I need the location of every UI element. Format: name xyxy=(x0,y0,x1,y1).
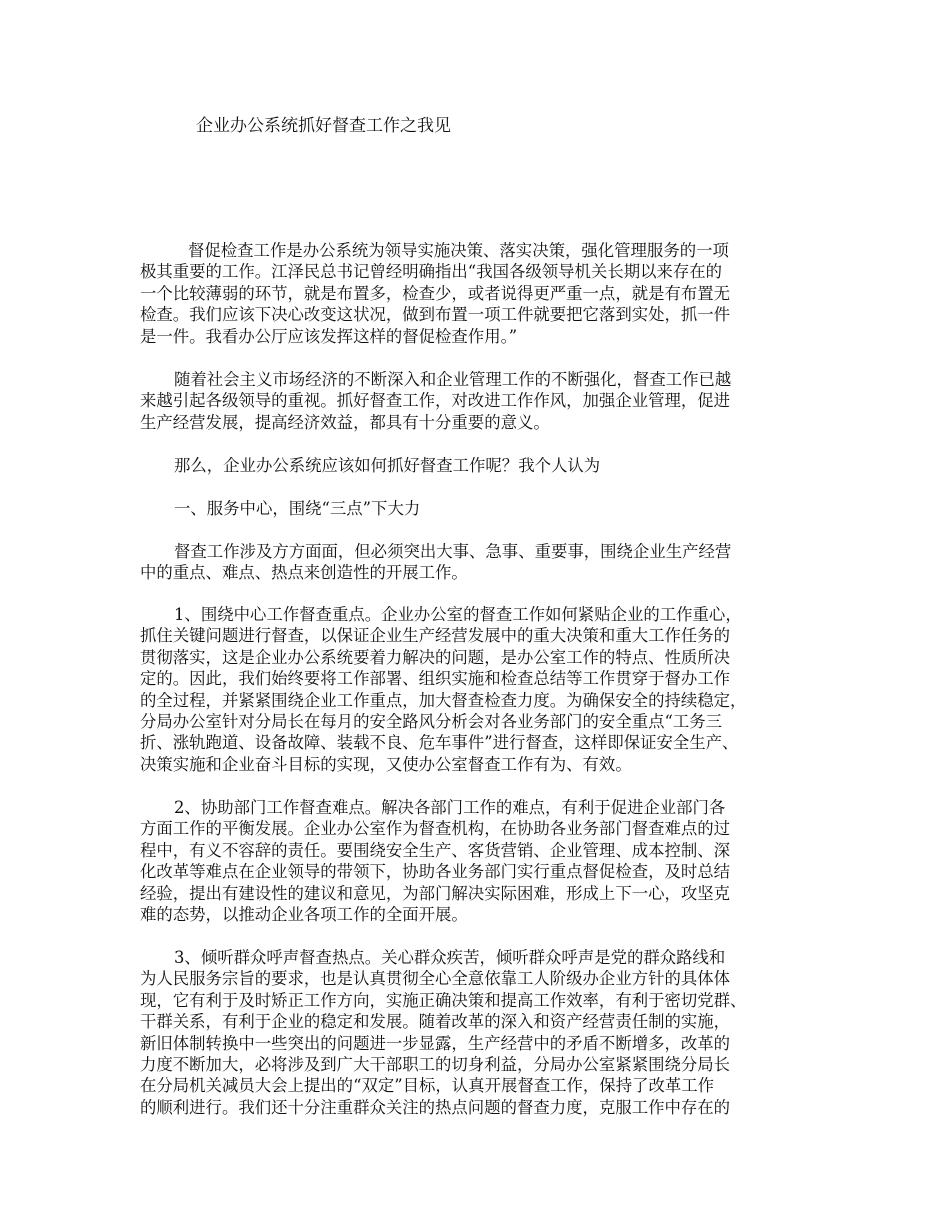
paragraph-line: 1、围绕中心工作督查重点。企业办公室的督查工作如何紧贴企业的工作重心， xyxy=(174,605,742,624)
paragraph-line: 督促检查工作是办公系统为领导实施决策、落实决策，强化管理服务的一项 xyxy=(188,241,729,260)
paragraph-line: 方面工作的平衡发展。企业办公室作为督查机构，在协助各业务部门督查难点的过 xyxy=(140,819,731,839)
paragraph-line: 的顺利进行。我们还十分注重群众关注的热点问题的督查力度，克服工作中存在的 xyxy=(140,1097,731,1117)
paragraph-line: 在分局机关减员大会上提出的“双定”目标，认真开展督查工作，保持了改革工作 xyxy=(140,1076,715,1096)
paragraph-line: 2、协助部门工作督查难点。解决各部门工作的难点，有利于促进企业部门各 xyxy=(174,798,726,817)
paragraph-line: 力度不断加大，必将涉及到广大干部职工的切身利益，分局办公室紧紧围绕分局长 xyxy=(140,1055,731,1075)
paragraph-2 xyxy=(140,369,820,433)
paragraph-8 xyxy=(140,947,820,1118)
paragraph-line: 为人民服务宗旨的要求，也是认真贯彻全心全意依靠工人阶级办企业方针的具体体 xyxy=(140,969,731,989)
paragraph-line: 随着社会主义市场经济的不断深入和企业管理工作的不断强化，督查工作已越 xyxy=(174,370,732,389)
paragraph-7 xyxy=(140,797,820,925)
paragraph-line: 生产经营发展，提高经济效益，都具有十分重要的意义。 xyxy=(140,412,550,432)
paragraph-line: 新旧体制转换中一些突出的问题进一步显露，生产经营中的矛盾不断增多，改革的 xyxy=(140,1033,731,1053)
paragraph-5 xyxy=(140,541,820,584)
paragraph-3 xyxy=(140,455,820,476)
paragraph-6 xyxy=(140,604,820,775)
paragraph-line: 化改革等难点在企业领导的带领下，协助各业务部门实行重点督促检查，及时总结 xyxy=(140,862,731,882)
document-title: 企业办公系统抓好督查工作之我见 xyxy=(196,116,451,136)
section-heading-text: 一、服务中心，围绕“三点”下大力 xyxy=(174,499,421,518)
paragraph-line: 现，它有利于及时矫正工作方向，实施正确决策和提高工作效率，有利于密切党群、 xyxy=(140,990,747,1010)
paragraph-line: 折、涨轨跑道、设备故障、装载不良、危车事件”进行督查，这样即保证安全生产、 xyxy=(140,733,739,753)
paragraph-line: 一个比较薄弱的环节，就是布置多，检查少，或者说得更严重一点，就是有布置无 xyxy=(140,283,731,303)
paragraph-line: 极其重要的工作。江泽民总书记曾经明确指出“我国各级领导机关长期以来存在的 xyxy=(140,262,723,282)
paragraph-line: 中的重点、难点、热点来创造性的开展工作。 xyxy=(140,563,468,583)
paragraph-line: 督查工作涉及方方面面，但必须突出大事、急事、重要事，围绕企业生产经营 xyxy=(174,542,732,561)
paragraph-line: 难的态势，以推动企业各项工作的全面开展。 xyxy=(140,905,468,925)
paragraph-line: 干群关系，有利于企业的稳定和发展。随着改革的深入和资产经营责任制的实施， xyxy=(140,1012,731,1032)
paragraph-line: 的全过程，并紧紧围绕企业工作重点，加大督查检查力度。为确保安全的持续稳定， xyxy=(140,690,747,710)
paragraph-line: 检查。我们应该下决心改变这状况，做到布置一项工件就要把它落到实处，抓一件 xyxy=(140,305,731,325)
paragraph-line: 定的。因此，我们始终要将工作部署、组织实施和检查总结等工作贯穿于督办工作 xyxy=(140,669,731,689)
paragraph-line: 3、倾听群众呼声督查热点。关心群众疾苦，倾听群众呼声是党的群众路线和 xyxy=(174,948,726,967)
paragraph-line: 是一件。我看办公厅应该发挥这样的督促检查作用。” xyxy=(140,326,518,346)
paragraph-line: 那么，企业办公系统应该如何抓好督查工作呢？我个人认为 xyxy=(174,456,601,475)
paragraph-line: 经验，提出有建设性的建议和意见，为部门解决实际困难，形成上下一心，攻坚克 xyxy=(140,883,731,903)
paragraph-1 xyxy=(140,240,820,347)
paragraph-line: 贯彻落实，这是企业办公系统要着力解决的问题，是办公室工作的特点、性质所决 xyxy=(140,647,731,667)
paragraph-line: 来越引起各级领导的重视。抓好督查工作，对改进工作作风，加强企业管理，促进 xyxy=(140,391,731,411)
section-heading-1 xyxy=(140,498,820,519)
paragraph-line: 抓住关键问题进行督查，以保证企业生产经营发展中的重大决策和重大工作任务的 xyxy=(140,626,731,646)
paragraph-line: 分局办公室针对分局长在每月的安全路风分析会对各业务部门的安全重点“工务三 xyxy=(140,712,723,732)
paragraph-line: 决策实施和企业奋斗目标的实现，又使办公室督查工作有为、有效。 xyxy=(140,754,632,774)
paragraph-line: 程中，有义不容辞的责任。要围绕安全生产、客货营销、企业管理、成本控制、深 xyxy=(140,840,731,860)
